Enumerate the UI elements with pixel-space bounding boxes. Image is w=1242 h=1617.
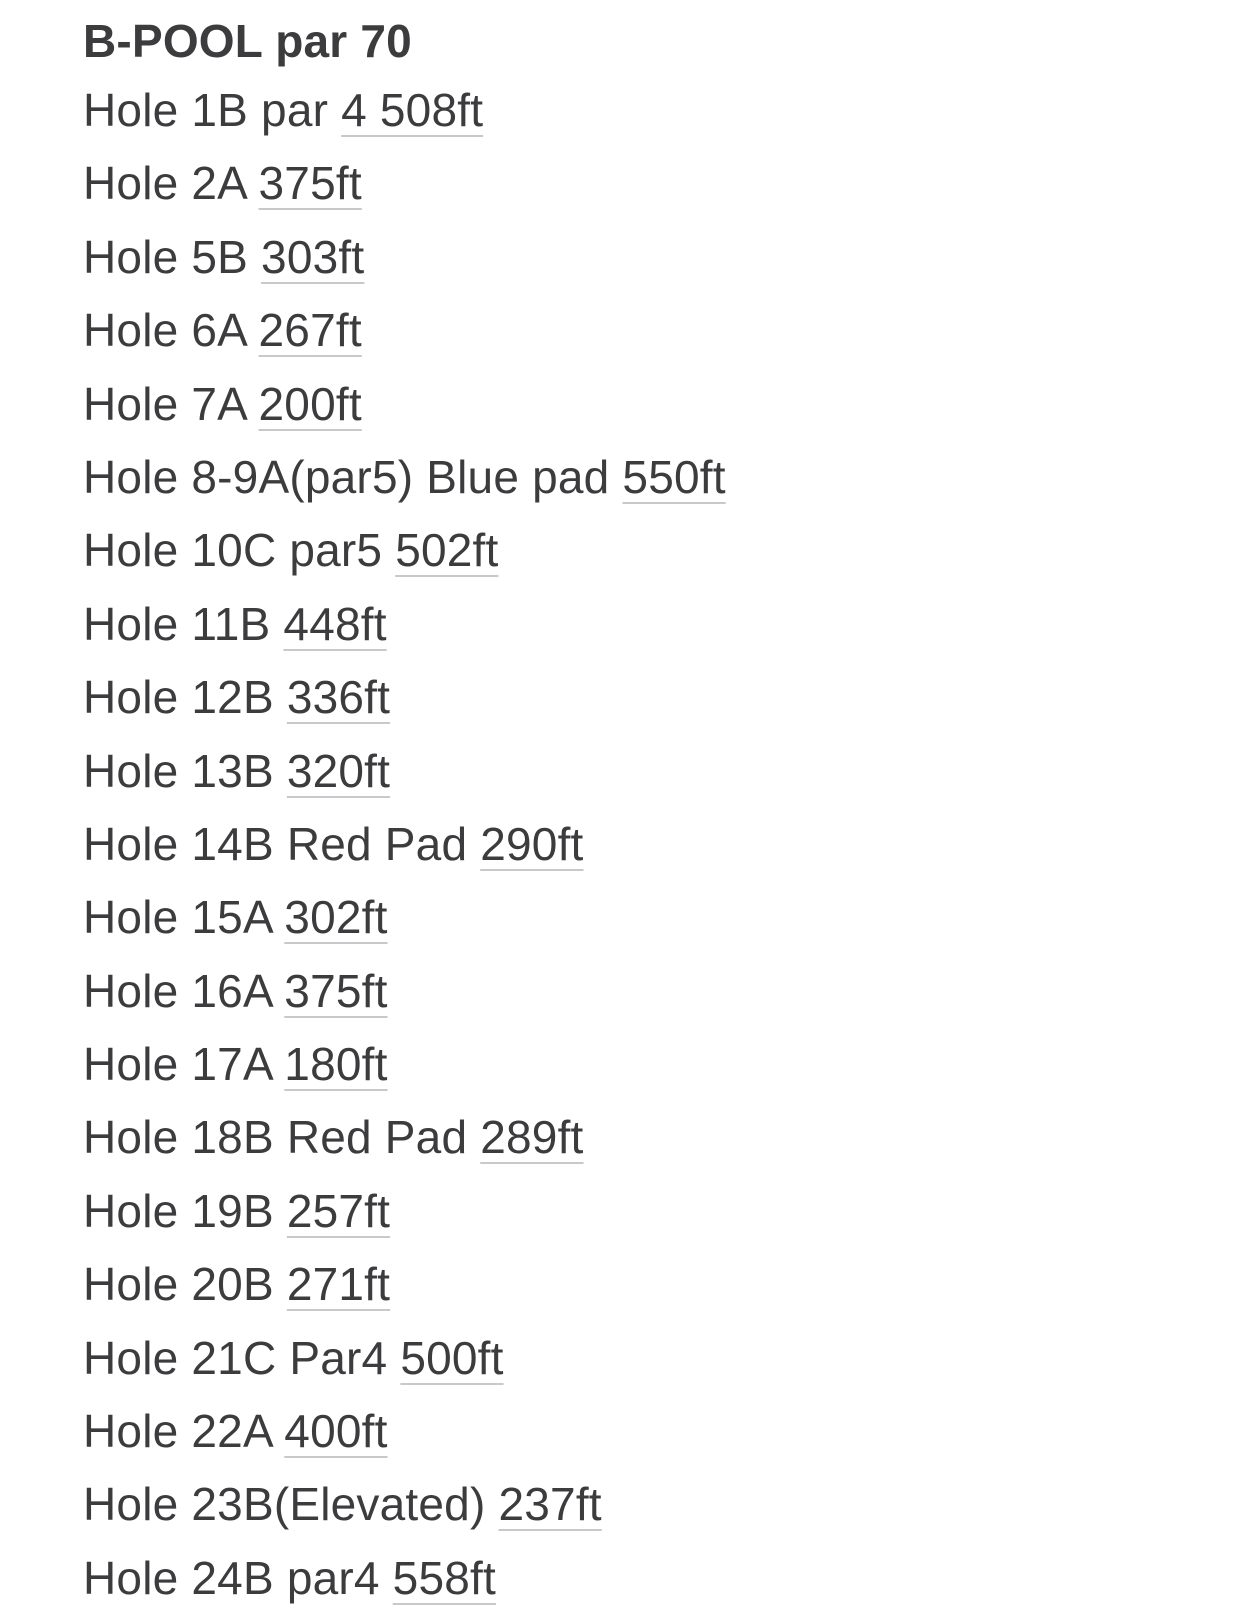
hole-label: Hole 22A (83, 1405, 285, 1458)
hole-distance-link[interactable]: 290ft (480, 817, 584, 870)
hole-label: Hole 16A (83, 964, 285, 1017)
hole-label: Hole 11B (83, 597, 284, 650)
hole-label: Hole 17A (83, 1038, 285, 1091)
hole-distance-link[interactable]: 375ft (258, 157, 362, 210)
hole-line (83, 368, 1203, 441)
hole-label: Hole 12B (83, 671, 287, 724)
hole-distance-link[interactable]: 180ft (284, 1038, 388, 1091)
hole-label: Hole 6A (83, 304, 259, 357)
hole-distance-link[interactable]: 500ft (400, 1331, 504, 1384)
hole-label: Hole 14B Red Pad (83, 817, 481, 870)
hole-label: Hole 19B (83, 1184, 287, 1237)
hole-line (83, 147, 1203, 220)
hole-label: Hole 15A (83, 891, 285, 944)
hole-line (83, 1175, 1203, 1248)
hole-line (83, 808, 1203, 881)
hole-label: Hole 2A (83, 157, 259, 210)
hole-distance-link[interactable]: 267ft (258, 304, 362, 357)
hole-distance-link[interactable]: 502ft (395, 524, 499, 577)
hole-line (83, 294, 1203, 367)
hole-distance-link[interactable]: 302ft (284, 891, 388, 944)
hole-line (83, 661, 1203, 734)
hole-line (83, 1322, 1203, 1395)
hole-label: Hole 20B (83, 1258, 287, 1311)
note-body[interactable] (83, 8, 1203, 1615)
hole-label: Hole 8-9A(par5) Blue pad (83, 450, 623, 503)
hole-distance-link[interactable]: 336ft (286, 671, 391, 724)
hole-line (83, 955, 1203, 1028)
hole-label: Hole 10C par5 (83, 524, 396, 577)
hole-distance-link[interactable]: 257ft (286, 1184, 391, 1237)
hole-label: Hole 7A (83, 377, 259, 430)
hole-distance-link[interactable]: 289ft (480, 1111, 584, 1164)
hole-label: Hole 24B par4 (83, 1551, 393, 1604)
hole-distance-link[interactable]: 237ft (498, 1478, 602, 1531)
hole-distance-link[interactable]: 303ft (261, 230, 365, 283)
hole-distance-link[interactable]: 200ft (258, 377, 362, 430)
hole-line (83, 588, 1203, 661)
hole-line (83, 1468, 1203, 1541)
hole-list (83, 74, 1203, 1615)
hole-distance-link[interactable]: 558ft (392, 1551, 496, 1604)
hole-label: Hole 1B par (83, 84, 342, 136)
hole-line (83, 1028, 1203, 1101)
hole-line (83, 514, 1203, 587)
hole-distance-link[interactable]: 448ft (283, 597, 387, 650)
hole-distance-link[interactable]: 550ft (622, 450, 726, 503)
hole-line (83, 1395, 1203, 1468)
hole-label: Hole 21C Par4 (83, 1331, 401, 1384)
hole-distance-link[interactable]: 271ft (286, 1258, 391, 1311)
hole-line (83, 735, 1203, 808)
hole-label: Hole 23B(Elevated) (83, 1478, 499, 1531)
hole-label: Hole 18B Red Pad (83, 1111, 481, 1164)
note-title: B-POOL par 70 (83, 15, 412, 67)
hole-line (83, 1101, 1203, 1174)
hole-line (83, 881, 1203, 954)
hole-distance-link[interactable]: 375ft (284, 964, 388, 1017)
hole-distance-link[interactable]: 400ft (284, 1405, 388, 1458)
hole-line (83, 1248, 1203, 1321)
hole-line (83, 74, 1203, 147)
hole-label: Hole 5B (83, 230, 262, 283)
hole-line (83, 441, 1203, 514)
hole-line (83, 221, 1203, 294)
hole-line (83, 1542, 1203, 1615)
hole-distance-link[interactable]: 4 508ft (341, 84, 484, 136)
hole-distance-link[interactable]: 320ft (286, 744, 391, 797)
hole-label: Hole 13B (83, 744, 287, 797)
